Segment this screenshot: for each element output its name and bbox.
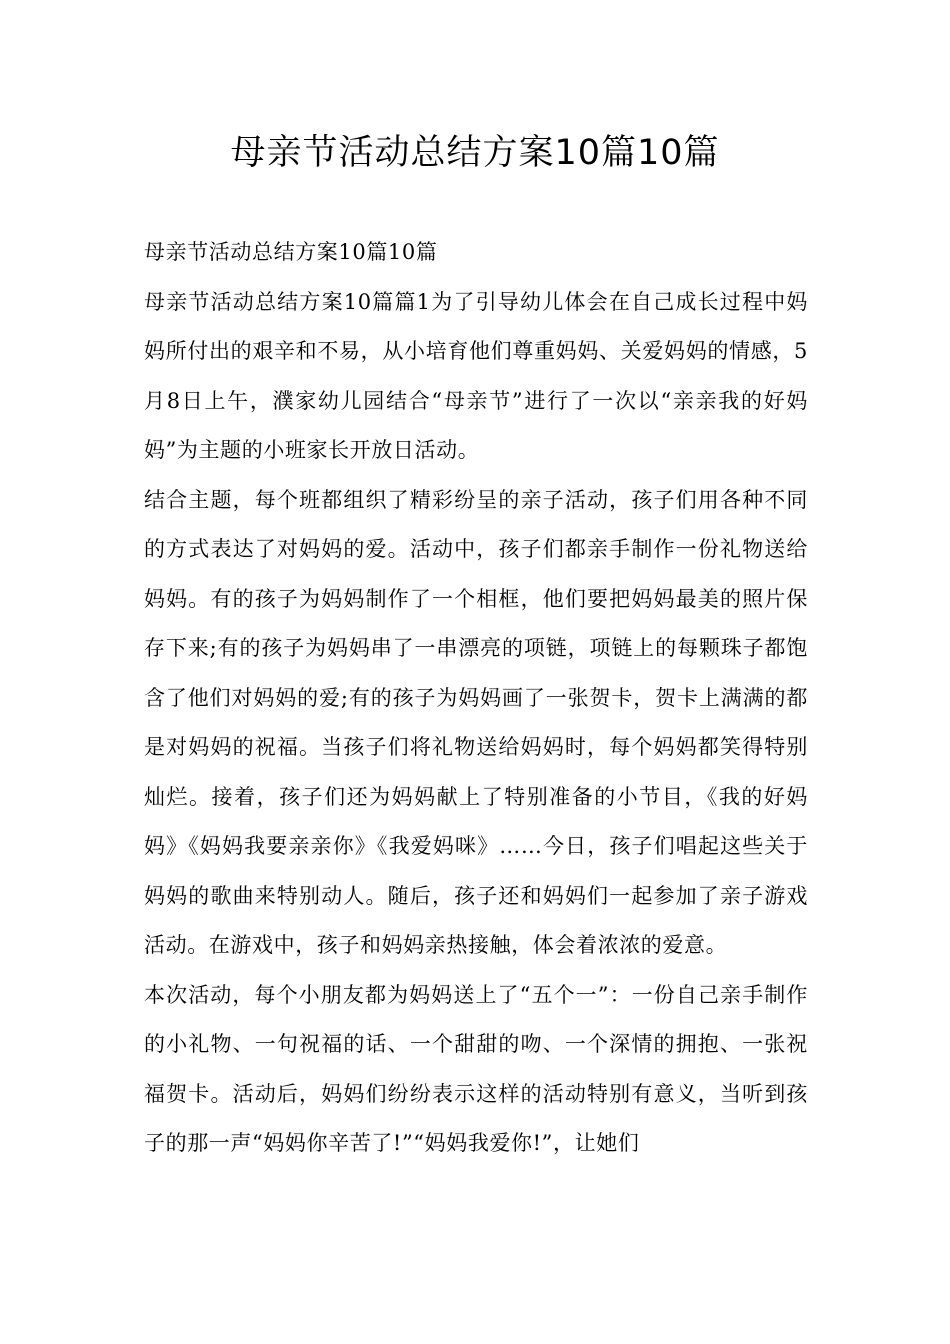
paragraph-intro: 母亲节活动总结方案10篇篇1为了引导幼儿体会在自己成长过程中妈妈所付出的艰辛和不易，从小培育他们尊重妈妈、关爱妈妈的情感，5月8日上午，濮家幼儿园结合“母亲节”进行了一次以“亲亲我的好妈妈”为主题的小班家长开放日活动。 — [144, 289, 808, 462]
paragraph-subtitle: 母亲节活动总结方案10篇10篇 — [144, 240, 438, 264]
document-body — [144, 228, 808, 1169]
paragraph-activities: 结合主题，每个班都组织了精彩纷呈的亲子活动，孩子们用各种不同的方式表达了对妈妈的爱。活动中，孩子们都亲手制作一份礼物送给妈妈。有的孩子为妈妈制作了一个相框，他们要把妈妈最美的照片保存下来;有的孩子为妈妈串了一串漂亮的项链，项链上的每颗珠子都饱含了他们对妈妈的爱;有的孩子为妈妈画了一张贺卡，贺卡上满满的都是对妈妈的祝福。当孩子们将礼物送给妈妈时，每个妈妈都笑得特别灿烂。接着，孩子们还为妈妈献上了特别准备的小节目，《我的好妈妈》《妈妈我要亲亲你》《我爱妈咪》……今日，孩子们唱起这些关于妈妈的歌曲来特别动人。随后，孩子还和妈妈们一起参加了亲子游戏活动。在游戏中，孩子和妈妈亲热接触，体会着浓浓的爱意。 — [144, 487, 808, 957]
paragraph-summary: 本次活动，每个小朋友都为妈妈送上了“五个一”：一份自己亲手制作的小礼物、一句祝福的话、一个甜甜的吻、一个深情的拥抱、一张祝福贺卡。活动后，妈妈们纷纷表示这样的活动特别有意义，当听到孩子的那一声“妈妈你辛苦了!”“妈妈我爱你!”，让她们 — [144, 982, 808, 1155]
document-title: 母亲节活动总结方案10篇10篇 — [230, 133, 720, 173]
